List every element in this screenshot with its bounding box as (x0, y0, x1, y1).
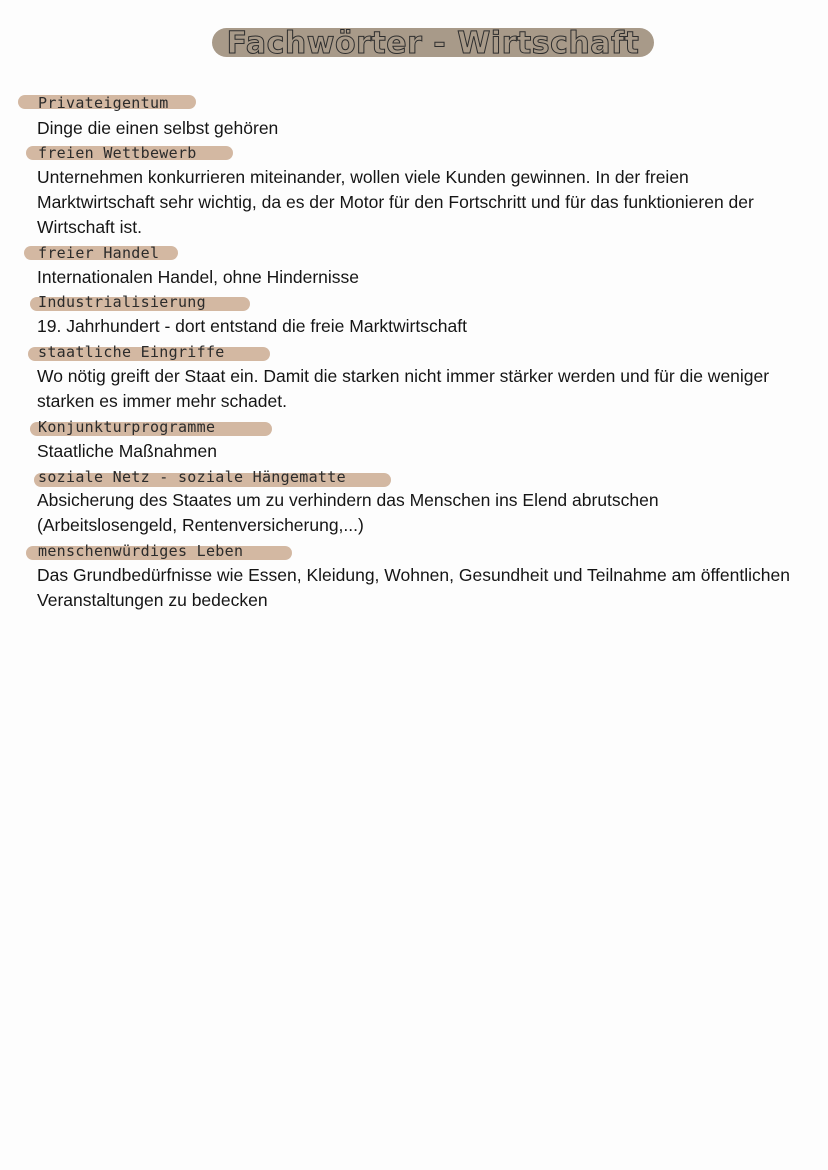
term-definition: Dinge die einen selbst gehören (37, 118, 279, 138)
term-label: Privateigentum (38, 94, 169, 112)
term-label: staatliche Eingriffe (38, 343, 225, 361)
term-label: Industrialisierung (38, 293, 206, 311)
term-label: Konjunkturprogramme (38, 418, 216, 436)
title-highlight (212, 26, 654, 61)
term-definition: Wo nötig greift der Staat ein. Damit die starken nicht immer stärker werden und für die weniger starken es immer mehr schadet. (37, 366, 770, 411)
term-definition: Absicherung des Staates um zu verhindern das Menschen ins Elend abrutschen (Arbeitslosengeld, Rentenversicherung,...) (37, 490, 659, 535)
term-label: soziale Netz - soziale Hängematte (38, 468, 346, 486)
term-definition: Staatliche Maßnahmen (37, 441, 217, 461)
term-label: freien Wettbewerb (38, 144, 197, 162)
term-label: freier Handel (38, 244, 160, 262)
term-label: menschenwürdiges Leben (38, 542, 244, 560)
term-definition: Internationalen Handel, ohne Hindernisse (37, 267, 360, 287)
term-definition: 19. Jahrhundert - dort entstand die freie Marktwirtschaft (37, 316, 467, 336)
page-title: Fachwörter - Wirtschaft (226, 26, 640, 61)
term-definition: Unternehmen konkurrieren miteinander, wollen viele Kunden gewinnen. In der freien Marktwirtschaft sehr wichtig, da es der Motor für den Fortschritt und für das funktionieren der Wirtschaft ist. (37, 167, 754, 237)
term-definition: Das Grundbedürfnisse wie Essen, Kleidung, Wohnen, Gesundheit und Teilnahme am öffentlichen Veranstaltungen zu bedecken (37, 565, 790, 610)
